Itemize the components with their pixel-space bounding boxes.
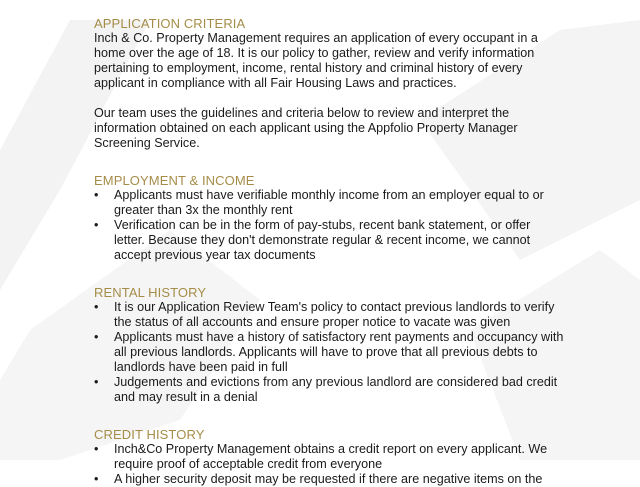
- rental-history-list: [94, 300, 564, 405]
- section-gap: [94, 263, 564, 285]
- bullet-icon: •: [94, 300, 99, 314]
- list-item: [94, 472, 564, 487]
- list-item: [94, 442, 564, 472]
- heading-credit-history: CREDIT HISTORY: [94, 427, 205, 442]
- bullet-icon: •: [94, 472, 99, 486]
- list-item: [94, 300, 564, 330]
- list-item-text: Applicants must have verifiable monthly income from an employer equal to or greater than 3x the monthly rent: [114, 188, 544, 217]
- section-rental-history: [94, 285, 564, 405]
- heading-application-criteria: APPLICATION CRITERIA: [94, 16, 246, 31]
- section-application-criteria: [94, 16, 564, 151]
- paragraph-intro: Inch & Co. Property Management requires an application of every occupant in a home over the age of 18. It is our policy to gather, review and verify information pertaining to employment, income, rental history and criminal history of every applicant in compliance with all Fair Housing Laws and practices.: [94, 31, 538, 90]
- list-item-text: It is our Application Review Team's policy to contact previous landlords to verify the status of all accounts and ensure proper notice to vacate was given: [114, 300, 555, 329]
- list-item-text: Verification can be in the form of pay-stubs, recent bank statement, or offer letter. Because they don't demonstrate regular & recent income, we cannot accept previous year tax documents: [114, 218, 531, 262]
- bullet-icon: •: [94, 218, 99, 232]
- list-item-text: A higher security deposit may be requested if there are negative items on the: [114, 472, 543, 486]
- heading-employment-income: EMPLOYMENT & INCOME: [94, 173, 255, 188]
- section-gap: [94, 405, 564, 427]
- list-item: [94, 375, 564, 405]
- list-item: [94, 218, 564, 263]
- list-item-text: Inch&Co Property Management obtains a credit report on every applicant. We require proof of acceptable credit from everyone: [114, 442, 548, 471]
- bullet-icon: •: [94, 442, 99, 456]
- bullet-icon: •: [94, 188, 99, 202]
- list-item: [94, 188, 564, 218]
- list-item-text: Applicants must have a history of satisfactory rent payments and occupancy with all previous landlords. Applicants will have to prove that all previous debts to landlords have been paid in full: [114, 330, 564, 374]
- section-gap: [94, 166, 564, 173]
- document-body: [94, 16, 564, 487]
- bullet-icon: •: [94, 375, 99, 389]
- section-employment-income: [94, 173, 564, 263]
- section-credit-history: [94, 427, 564, 487]
- credit-history-list: [94, 442, 564, 487]
- employment-income-list: [94, 188, 564, 263]
- heading-rental-history: RENTAL HISTORY: [94, 285, 207, 300]
- bullet-icon: •: [94, 330, 99, 344]
- paragraph-guidelines: Our team uses the guidelines and criteria below to review and interpret the information obtained on each applicant using the Appfolio Property Manager Screening Service.: [94, 106, 518, 150]
- list-item: [94, 330, 564, 375]
- list-item-text: Judgements and evictions from any previous landlord are considered bad credit and may result in a denial: [114, 375, 558, 404]
